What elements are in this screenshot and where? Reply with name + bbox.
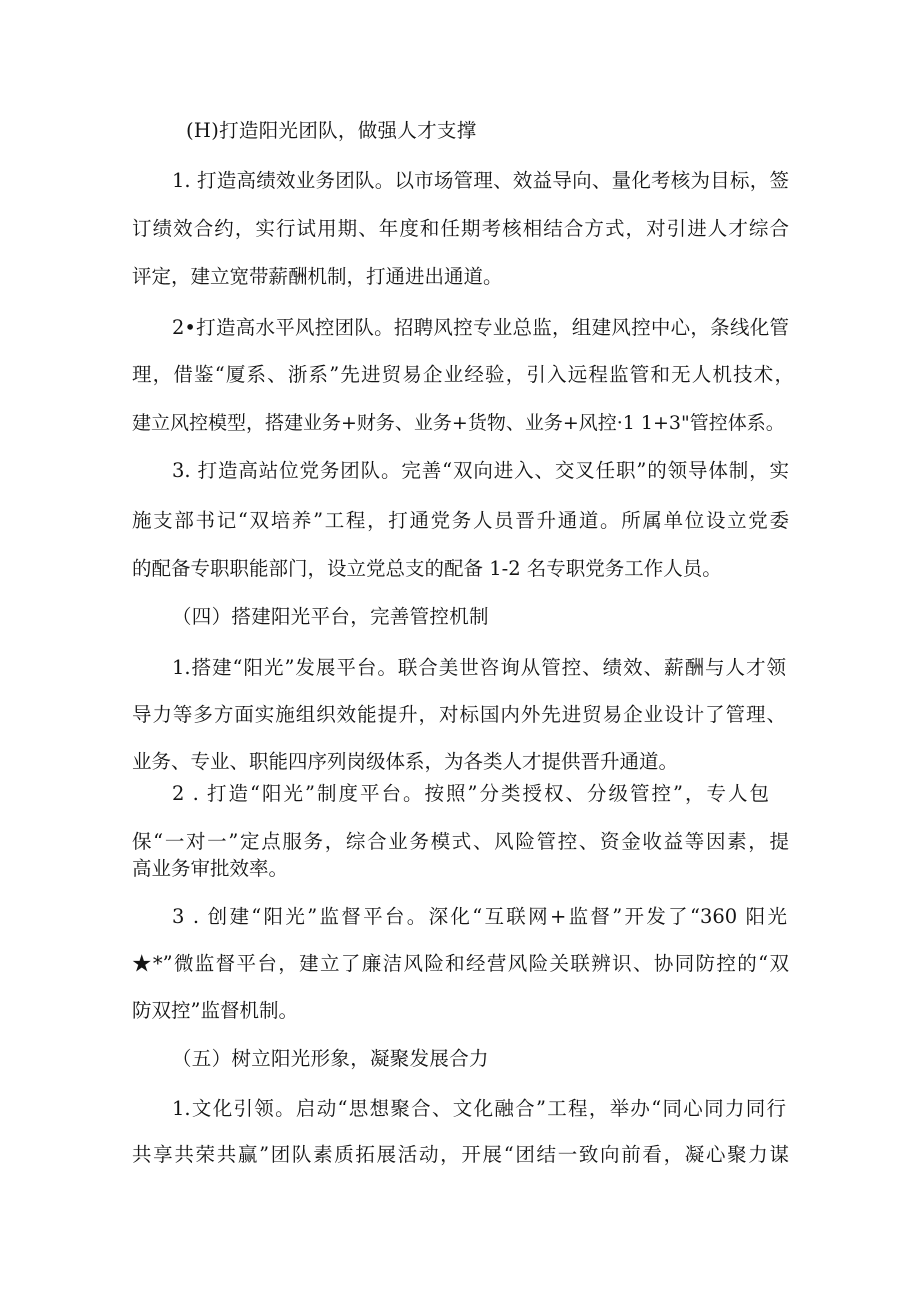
paragraph-line: 3. 打造高站位党务团队。完善“双向进入、交叉任职”的领导体制，实 — [172, 459, 789, 482]
paragraph-line: 高业务审批效率。 — [132, 857, 289, 880]
paragraph-line: 评定，建立宽带薪酬机制，打通进出通道。 — [132, 265, 503, 288]
paragraph-line: ★*”微监督平台，建立了廉洁风险和经营风险关联辨识、协同防控的“双 — [132, 952, 789, 975]
paragraph-line: 2•打造高水平风控团队。招聘风控专业总监，组建风控中心，条线化管 — [172, 316, 789, 339]
paragraph-line: 3 . 创建“阳光”监督平台。深化“互联网+监督”开发了“360 阳光 — [172, 905, 787, 928]
paragraph-line: 的配备专职职能部门，设立党总支的配备 1-2 名专职党务工作人员。 — [132, 557, 722, 580]
paragraph-line: 共享共荣共赢”团队素质拓展活动，开展“团结一致向前看，凝心聚力谋 — [132, 1143, 789, 1166]
paragraph-line: 1. 打造高绩效业务团队。以市场管理、效益导向、量化考核为目标，签 — [172, 169, 789, 192]
paragraph-line: 防双控”监督机制。 — [132, 999, 298, 1022]
paragraph-line: 保“一对一”定点服务，综合业务模式、风险管控、资金收益等因素，提 — [132, 830, 789, 853]
section-heading-5: （五）树立阳光形象，凝聚发展合力 — [172, 1047, 489, 1070]
section-heading-4: （四）搭建阳光平台，完善管控机制 — [172, 605, 489, 628]
paragraph-line: 业务、专业、职能四序列岗级体系，为各类人才提供晋升通道。 — [132, 750, 679, 773]
paragraph-line: 订绩效合约，实行试用期、年度和任期考核相结合方式，对引进人才综合 — [132, 217, 789, 240]
paragraph-line: 理，借鉴“厦系、浙系”先进贸易企业经验，引入远程监管和无人机技术， — [132, 363, 794, 386]
paragraph-line: 2 . 打造“阳光”制度平台。按照”分类授权、分级管控”，专人包 — [172, 782, 769, 805]
paragraph-line: 施支部书记“双培养”工程，打通党务人员晋升通道。所属单位设立党委 — [132, 509, 789, 532]
paragraph-line: 导力等多方面实施组织效能提升，对标国内外先进贸易企业设计了管理、 — [132, 703, 786, 726]
section-heading-h: (H)打造阳光团队，做强人才支撑 — [186, 119, 477, 142]
paragraph-line: 1.搭建“阳光”发展平台。联合美世咨询从管控、绩效、薪酬与人才领 — [172, 656, 786, 679]
paragraph-line: 1.文化引领。启动“思想聚合、文化融合”工程，举办“同心同力同行 — [172, 1097, 786, 1120]
paragraph-line: 建立风控模型，搭建业务+财务、业务+货物、业务+风控·1 1+3"管控体系。 — [132, 412, 785, 434]
